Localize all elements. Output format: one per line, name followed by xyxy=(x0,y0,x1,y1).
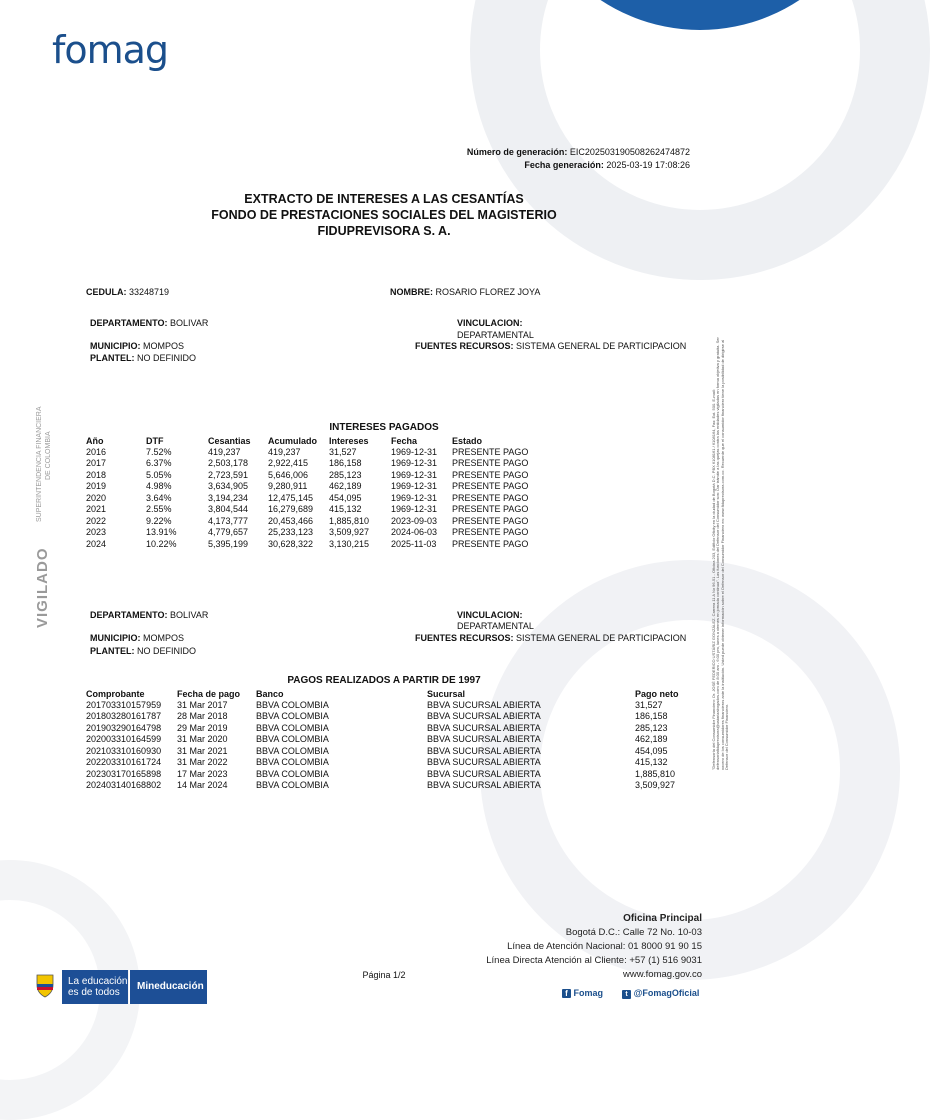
table-cell: 17 Mar 2023 xyxy=(177,768,228,779)
table-cell: 415,132 xyxy=(635,757,668,768)
table-cell: 1969-12-31 xyxy=(391,492,438,503)
column-header: Año xyxy=(86,435,104,446)
table-cell: 186,158 xyxy=(329,458,362,469)
table-cell: 12,475,145 xyxy=(268,492,314,503)
colombia-shield-icon xyxy=(34,972,56,998)
table-row xyxy=(86,504,552,516)
footer-social xyxy=(562,988,699,999)
table-cell: 5,395,199 xyxy=(208,538,249,549)
table-cell: BBVA SUCURSAL ABIERTA xyxy=(427,699,541,710)
legal-notice: "Defensoría del Consumidor Financiero: Dr. JOSÉ FEDERICO USTÁRIZ GONZÁLEZ. Carrera 11 A No 96-51 - Oficina 203, Edificio Oficity en la ciudad de Bogotá D.C. PBX 6108161 / 6108164, Fax: Ext. 500. E-mail: defensoriafiduprevisora@ustarizabogados.com de 8:00 am - 6:00 pm, lunes a viernes en jornada continua". Las funciones del Defensor del Consumidor son: Dar trámite a las quejas contra las entidades vigiladas en forma objetiva y gratuita. Ser vocero de los consumidores financieros ante la institución. Usted puede obtener información sobre el Defensor del Consumidor Financiero en: www.fiduprevisora.com.co. Recuerde que el consumidor financiero tiene la posibilidad de dirigirse al Defensor del Consumidor Financiero. xyxy=(711,337,730,770)
intereses-table xyxy=(86,435,552,550)
table-cell: 2024-06-03 xyxy=(391,527,438,538)
table-row xyxy=(86,446,552,458)
footer-address: Bogotá D.C.: Calle 72 No. 10-03 xyxy=(565,927,702,938)
table-cell: 14 Mar 2024 xyxy=(177,780,228,791)
table-cell: 2,503,178 xyxy=(208,458,249,469)
fuentes-2: FUENTES RECURSOS: SISTEMA GENERAL DE PARTICIPACION xyxy=(415,633,687,643)
table-cell: BBVA COLOMBIA xyxy=(256,768,329,779)
table-cell: 201703310157959 xyxy=(86,699,162,710)
column-header: Fecha xyxy=(391,435,418,446)
fomag-logo: fomag xyxy=(52,28,169,72)
table-cell: 3.64% xyxy=(146,492,172,503)
table-cell: 1969-12-31 xyxy=(391,504,438,515)
table-cell: 454,095 xyxy=(329,492,362,503)
twitter-icon[interactable]: t xyxy=(622,990,631,999)
table-cell: 2019 xyxy=(86,481,107,492)
column-header: Fecha de pago xyxy=(177,688,241,699)
table-cell: 2,922,415 xyxy=(268,458,309,469)
table-cell: BBVA COLOMBIA xyxy=(256,722,329,733)
table-cell: BBVA SUCURSAL ABIERTA xyxy=(427,780,541,791)
twitter-handle[interactable]: @FomagOficial xyxy=(633,988,700,998)
table-cell: 2020 xyxy=(86,492,107,503)
table-cell: 2016 xyxy=(86,446,107,457)
table-cell: 202003310164599 xyxy=(86,734,162,745)
table-cell: 3,634,905 xyxy=(208,481,249,492)
table-cell: 2024 xyxy=(86,538,107,549)
column-header: Pago neto xyxy=(635,688,679,699)
column-header: Sucursal xyxy=(427,688,466,699)
table-cell: 1,885,810 xyxy=(635,768,676,779)
table-cell: 201803280161787 xyxy=(86,711,162,722)
fuentes-1: FUENTES RECURSOS: SISTEMA GENERAL DE PARTICIPACION xyxy=(415,341,687,351)
table-cell: BBVA COLOMBIA xyxy=(256,745,329,756)
table-cell: 1969-12-31 xyxy=(391,458,438,469)
table-cell: 13.91% xyxy=(146,527,177,538)
footer-contact xyxy=(486,912,702,982)
educacion-badge: La educación es de todos xyxy=(62,970,128,1004)
column-header: Intereses xyxy=(329,435,369,446)
footer-national-line: Línea de Atención Nacional: 01 8000 91 90 15 xyxy=(507,941,702,952)
vinculacion-value-1: DEPARTAMENTAL xyxy=(457,330,534,340)
table-cell: PRESENTE PAGO xyxy=(452,469,529,480)
table-cell: PRESENTE PAGO xyxy=(452,538,529,549)
table-cell: 285,123 xyxy=(635,722,668,733)
table-cell: 454,095 xyxy=(635,745,668,756)
table-cell: 29 Mar 2019 xyxy=(177,722,228,733)
table-cell: 31,527 xyxy=(635,699,663,710)
pagos-table xyxy=(86,688,705,791)
table-cell: PRESENTE PAGO xyxy=(452,504,529,515)
table-cell: 9,280,911 xyxy=(268,481,308,492)
table-cell: 10.22% xyxy=(146,538,177,549)
table-cell: 2018 xyxy=(86,469,107,480)
table-cell: 462,189 xyxy=(329,481,362,492)
mineducacion-badge: Mineducación xyxy=(129,970,207,1004)
table-cell: 462,189 xyxy=(635,734,668,745)
table-row xyxy=(86,757,705,769)
table-cell: BBVA SUCURSAL ABIERTA xyxy=(427,734,541,745)
table-cell: 1969-12-31 xyxy=(391,481,438,492)
table-cell: PRESENTE PAGO xyxy=(452,527,529,538)
table-cell: 5.05% xyxy=(146,469,172,480)
table-row xyxy=(86,699,705,711)
table-cell: 1,885,810 xyxy=(329,515,370,526)
table-cell: 16,279,689 xyxy=(268,504,314,515)
column-header: Banco xyxy=(256,688,284,699)
plantel-1: PLANTEL: NO DEFINIDO xyxy=(90,353,197,363)
table-cell: 4.98% xyxy=(146,481,172,492)
table-cell: 419,237 xyxy=(268,446,301,457)
table-row xyxy=(86,711,705,723)
table-cell: 3,130,215 xyxy=(329,538,370,549)
table-cell: 31,527 xyxy=(329,446,357,457)
table-cell: 25,233,123 xyxy=(268,527,314,538)
table-cell: 3,804,544 xyxy=(208,504,249,515)
facebook-icon[interactable]: f xyxy=(562,989,571,998)
column-header: Cesantias xyxy=(208,435,251,446)
table-cell: 5,646,006 xyxy=(268,469,309,480)
superintendencia-line2: DE COLOMBIA xyxy=(45,431,52,480)
table-cell: PRESENTE PAGO xyxy=(452,446,529,457)
plantel-2: PLANTEL: NO DEFINIDO xyxy=(90,646,197,656)
column-header: DTF xyxy=(146,435,164,446)
superintendencia-line1: SUPERINTENDENCIA FINANCIERA xyxy=(36,406,43,522)
table-cell: 1969-12-31 xyxy=(391,469,438,480)
column-header: Comprobante xyxy=(86,688,145,699)
table-cell: BBVA COLOMBIA xyxy=(256,699,329,710)
generation-number: Número de generación: EIC202503190508262474872 xyxy=(466,147,690,157)
table-row xyxy=(86,481,552,493)
vigilado-stamp: VIGILADO xyxy=(34,547,51,628)
table-cell: 202303170165898 xyxy=(86,768,162,779)
table-cell: 415,132 xyxy=(329,504,362,515)
vinculacion-label-2: VINCULACION: xyxy=(457,610,523,620)
table-cell: 2.55% xyxy=(146,504,172,515)
table-row xyxy=(86,527,552,539)
table-cell: 2023 xyxy=(86,527,107,538)
table-cell: 31 Mar 2021 xyxy=(177,745,228,756)
table-cell: 202403140168802 xyxy=(86,780,162,791)
table-cell: BBVA SUCURSAL ABIERTA xyxy=(427,757,541,768)
table-cell: 202103310160930 xyxy=(86,745,162,756)
table-cell: 6.37% xyxy=(146,458,172,469)
table-cell: 2021 xyxy=(86,504,107,515)
pagos-title: PAGOS REALIZADOS A PARTIR DE 1997 xyxy=(287,675,481,686)
table-cell: 2017 xyxy=(86,458,107,469)
table-cell: BBVA SUCURSAL ABIERTA xyxy=(427,722,541,733)
page-number: Página 1/2 xyxy=(362,970,406,980)
table-cell: PRESENTE PAGO xyxy=(452,515,529,526)
footer-website[interactable]: www.fomag.gov.co xyxy=(622,969,702,980)
table-cell: 9.22% xyxy=(146,515,172,526)
table-cell: PRESENTE PAGO xyxy=(452,458,529,469)
document-title: EXTRACTO DE INTERESES A LAS CESANTÍAS FONDO DE PRESTACIONES SOCIALES DEL MAGISTERIO FIDUPREVISORA S. A. xyxy=(211,192,557,238)
table-cell: PRESENTE PAGO xyxy=(452,492,529,503)
table-cell: BBVA SUCURSAL ABIERTA xyxy=(427,711,541,722)
table-cell: BBVA COLOMBIA xyxy=(256,780,329,791)
table-row xyxy=(86,780,705,792)
facebook-handle[interactable]: Fomag xyxy=(573,988,604,998)
table-cell: 4,173,777 xyxy=(208,515,249,526)
table-cell: 2023-09-03 xyxy=(391,515,438,526)
footer-direct-line: Línea Directa Atención al Cliente: +57 (1) 516 9031 xyxy=(486,955,702,966)
table-cell: 31 Mar 2020 xyxy=(177,734,228,745)
table-row xyxy=(86,515,552,527)
table-cell: 30,628,322 xyxy=(268,538,314,549)
column-header: Estado xyxy=(452,435,483,446)
table-row xyxy=(86,768,705,780)
table-cell: 31 Mar 2017 xyxy=(177,699,228,710)
municipio-1: MUNICIPIO: MOMPOS xyxy=(90,341,185,351)
table-cell: 3,194,234 xyxy=(208,492,249,503)
column-header: Acumulado xyxy=(268,435,318,446)
table-cell: 2,723,591 xyxy=(208,469,249,480)
table-cell: 2025-11-03 xyxy=(391,538,437,549)
table-cell: 3,509,927 xyxy=(329,527,370,538)
table-cell: 285,123 xyxy=(329,469,362,480)
table-row xyxy=(86,492,552,504)
table-cell: 7.52% xyxy=(146,446,172,457)
table-cell: 201903290164798 xyxy=(86,722,162,733)
table-cell: 3,509,927 xyxy=(635,780,676,791)
table-row xyxy=(86,538,552,550)
generation-date: Fecha generación: 2025-03-19 17:08:26 xyxy=(524,160,690,170)
table-cell: BBVA COLOMBIA xyxy=(256,757,329,768)
table-cell: BBVA SUCURSAL ABIERTA xyxy=(427,768,541,779)
table-cell: BBVA COLOMBIA xyxy=(256,734,329,745)
table-cell: 20,453,466 xyxy=(268,515,314,526)
table-cell: 186,158 xyxy=(635,711,668,722)
vinculacion-label-1: VINCULACION: xyxy=(457,318,523,328)
table-cell: 31 Mar 2022 xyxy=(177,757,228,768)
table-cell: 4,779,657 xyxy=(208,527,249,538)
intereses-title: INTERESES PAGADOS xyxy=(329,422,439,433)
municipio-2: MUNICIPIO: MOMPOS xyxy=(90,633,185,643)
oficina-principal: Oficina Principal xyxy=(623,913,702,924)
table-cell: 202203310161724 xyxy=(86,757,162,768)
nombre: NOMBRE: ROSARIO FLOREZ JOYA xyxy=(390,287,541,297)
table-cell: 419,237 xyxy=(208,446,241,457)
table-cell: 2022 xyxy=(86,515,107,526)
table-row xyxy=(86,458,552,470)
table-row xyxy=(86,745,705,757)
table-cell: BBVA SUCURSAL ABIERTA xyxy=(427,745,541,756)
cedula: CEDULA: 33248719 xyxy=(86,287,170,297)
table-row xyxy=(86,734,705,746)
vinculacion-value-2: DEPARTAMENTAL xyxy=(457,621,534,631)
table-cell: PRESENTE PAGO xyxy=(452,481,529,492)
table-row xyxy=(86,722,705,734)
departamento-2: DEPARTAMENTO: BOLIVAR xyxy=(90,610,209,620)
table-cell: BBVA COLOMBIA xyxy=(256,711,329,722)
departamento-1: DEPARTAMENTO: BOLIVAR xyxy=(90,318,209,328)
table-cell: 28 Mar 2018 xyxy=(177,711,228,722)
table-row xyxy=(86,469,552,481)
table-cell: 1969-12-31 xyxy=(391,446,438,457)
